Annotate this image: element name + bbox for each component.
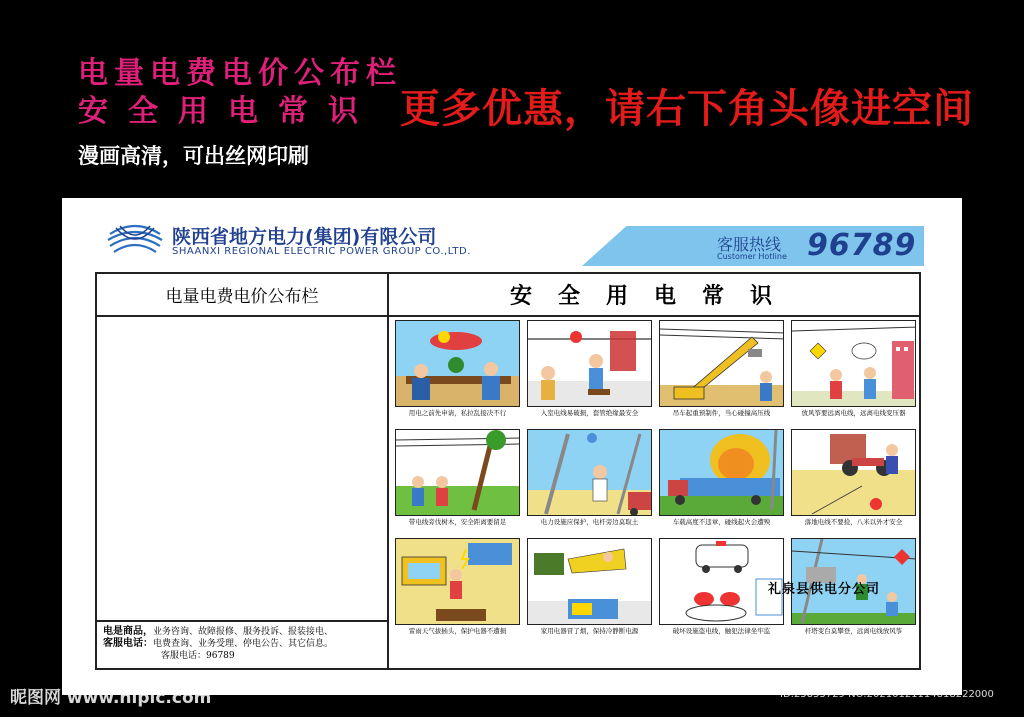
- comic-caption-6: 电力设施应保护，电杆旁边莫取土: [540, 518, 639, 526]
- info-label-1: 电是商品，: [103, 626, 153, 637]
- comic-caption-9: 雷雨天气拔插头，保护电器不遭损: [408, 627, 507, 635]
- hotline-number: 96789: [807, 228, 917, 263]
- comic-illustration-5: [395, 429, 520, 516]
- comic-illustration-7: [659, 429, 784, 516]
- watermark-left: 昵图网 www.nipic.com: [10, 688, 212, 708]
- comic-panel-6: [527, 429, 652, 537]
- comic-panel-3: [659, 320, 784, 428]
- comic-caption-2: 入室电线易破损，套管绝缘最安全: [540, 409, 639, 417]
- comic-caption-5: 带电线旁伐树木，安全距离要留足: [408, 518, 507, 526]
- comic-illustration-2: [527, 320, 652, 407]
- comic-caption-1: 用电之前先申请，私拉乱接决不行: [408, 409, 507, 417]
- comic-caption-10: 家用电器冒了烟，保持冷静断电源: [540, 627, 639, 635]
- company-logo-icon: [106, 220, 164, 258]
- comic-illustration-1: [395, 320, 520, 407]
- info-hotline: 客服电话：96789: [161, 651, 235, 661]
- comic-illustration-6: [527, 429, 652, 516]
- info-text-2: 电费查询、业务受理、停电公告、其它信息。: [153, 639, 334, 649]
- comic-caption-8: 落地电线不要捡，八米以外才安全: [804, 518, 903, 526]
- comic-caption-7: 车载高度不违章，碰线起火会遭殃: [672, 518, 771, 526]
- left-heading: 电量电费电价公布栏: [97, 274, 389, 317]
- comic-panel-7: [659, 429, 784, 537]
- company-name-en: SHAANXI REGIONAL ELECTRIC POWER GROUP CO.,LTD.: [172, 246, 471, 257]
- comic-illustration-8: [791, 429, 916, 516]
- hotline-label-en: Customer Hotline: [717, 252, 787, 261]
- price-notice-area: [97, 317, 389, 668]
- comic-illustration-3: [659, 320, 784, 407]
- info-label-2: 客服电话：: [103, 638, 153, 649]
- title-line-2: 安全用电常识: [78, 94, 378, 129]
- right-heading: 安全用电常识: [389, 274, 919, 317]
- comic-caption-3: 吊车起重预制件，当心碰撞高压线: [672, 409, 771, 417]
- comic-illustration-4: [791, 320, 916, 407]
- footer-company: 礼泉县供电分公司: [767, 582, 880, 597]
- comic-caption-4: 放风筝要远离电线，远离电线变压器: [801, 409, 906, 417]
- comic-panel-8: [791, 429, 916, 537]
- comic-panel-2: [527, 320, 652, 428]
- info-text-1: 业务咨询、故障报修、服务投诉、报装接电、: [153, 627, 334, 637]
- promo-text: 更多优惠，请右下角头像进空间: [400, 86, 974, 132]
- watermark-right: ID:25855729 NO:20210121114818222000: [780, 689, 994, 700]
- subtitle: 漫画高清，可出丝网印刷: [78, 144, 309, 168]
- hotline-label: 客服热线: [717, 235, 782, 254]
- comic-panel-4: [791, 320, 916, 428]
- comic-panel-1: [395, 320, 520, 428]
- comic-panel-5: [395, 429, 520, 537]
- bulletin-board: [62, 198, 962, 695]
- comic-caption-11: 破坏设施盗电线，触犯法律坐牢监: [672, 627, 771, 635]
- title-line-1: 电量电费电价公布栏: [78, 56, 402, 91]
- company-name-cn: 陕西省地方电力(集团)有限公司: [172, 226, 437, 248]
- content-frame: [95, 272, 921, 670]
- comic-caption-12: 杆塔变台莫攀登，远离电线放风筝: [804, 627, 903, 635]
- service-info-box: [97, 620, 387, 668]
